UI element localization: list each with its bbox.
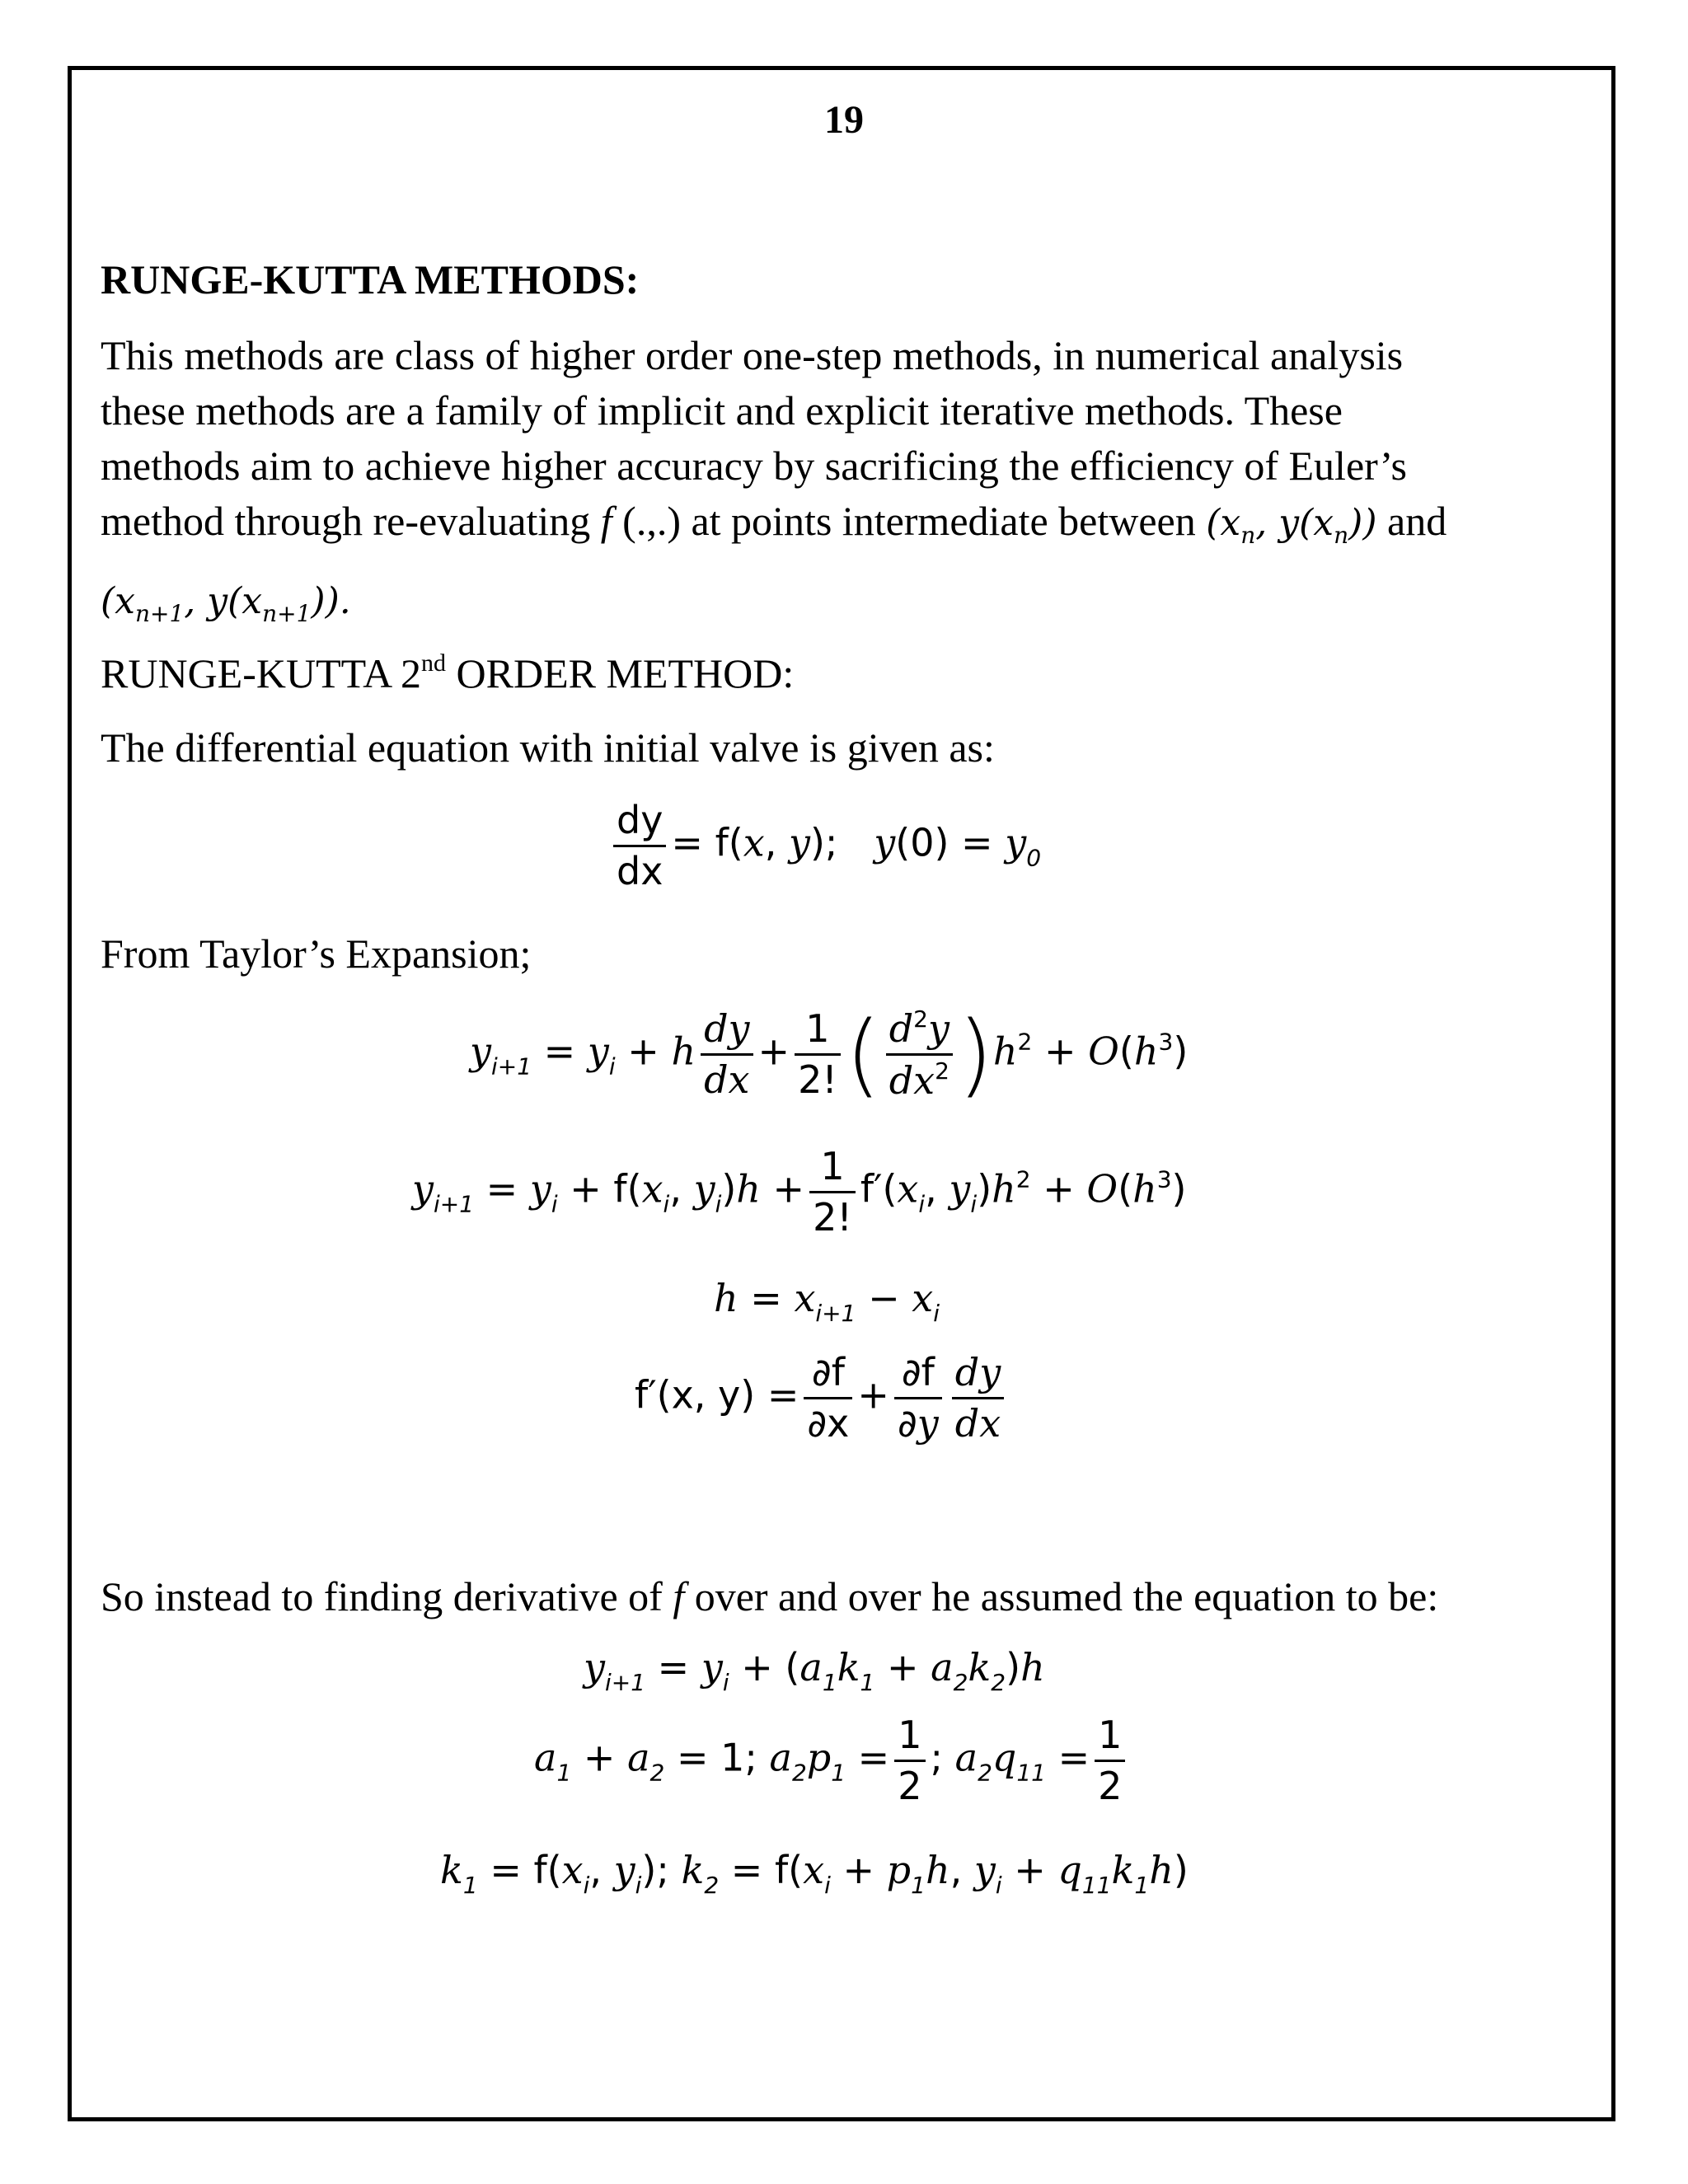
paragraph-line-1: This methods are class of higher order one-step methods, in numerical analysis [101, 332, 1404, 378]
step-size-equation: $h = x_{i+1} - x_i$ [714, 1276, 940, 1327]
paragraph-line-4: method through re-evaluating f (.,.) at points intermediate between ($x_n$, $y(x_n)$) and [101, 498, 1447, 549]
point-n-plus-1: ($x_{n+1}$, $y(x_{n+1})$). [101, 580, 351, 627]
ode-equation: $\frac{dy}{dx}$ = f(x, y); $y(0) = y_0$ [608, 799, 1041, 892]
rk2-subheading: RUNGE-KUTTA 2nd ORDER METHOD: [101, 649, 795, 696]
taylor-equation-2: $y_{i+1} = y_i + f(x_i$, $y_i)h$ + $\frac{1}{2!}$ $f'(x_i$, $y_i)h^2 + O(h^3)$ [412, 1144, 1187, 1240]
taylor-intro: From Taylor’s Expansion; [101, 930, 532, 977]
point-n-math: ($x_n$, $y(x_n)$) [1206, 502, 1377, 549]
intro-paragraph [101, 328, 1576, 563]
assumption-sentence: So instead to finding derivative of f over and over he assumed the equation to be: [101, 1573, 1439, 1619]
ode-intro: The differential equation with initial valve is given as: [101, 724, 995, 771]
paragraph-line-2: these methods are a family of implicit and explicit iterative methods. These [101, 387, 1343, 434]
section-heading: RUNGE-KUTTA METHODS: [101, 256, 640, 302]
taylor-equation-1: $y_{i+1} = y_i + h$ $\frac{dy}{dx}$ + $\frac{1}{2!}$ ( $\frac{d^2y}{dx^2}$ )$h^2 + O(h^3)$ [470, 1001, 1189, 1108]
paragraph-line-3: methods aim to achieve higher accuracy by sacrificing the efficiency of Euler’s [101, 443, 1407, 489]
fprime-equation: f′(x, y) = $\frac{\partial f}{\partial x}$ + $\frac{\partial f}{\partial y}$ $\frac{dy}{dx}$ [635, 1352, 1009, 1444]
rk2-equation: $y_{i+1} = y_i + (a_1k_1 + a_2k_2)h$ [584, 1645, 1045, 1696]
page-number: 19 [824, 98, 864, 142]
constraint-equations: $a_1 + a_2 = 1$; $a_2p_1$ = $\frac{1}{2}$ ; $a_2q_{11}$ = $\frac{1}{2}$ [534, 1714, 1130, 1807]
k-definitions: $k_1 = f(x_i$, $y_i$); $k_2 = f(x_i + p_1h$, $y_i + q_{11}k_1h$) [440, 1848, 1189, 1899]
